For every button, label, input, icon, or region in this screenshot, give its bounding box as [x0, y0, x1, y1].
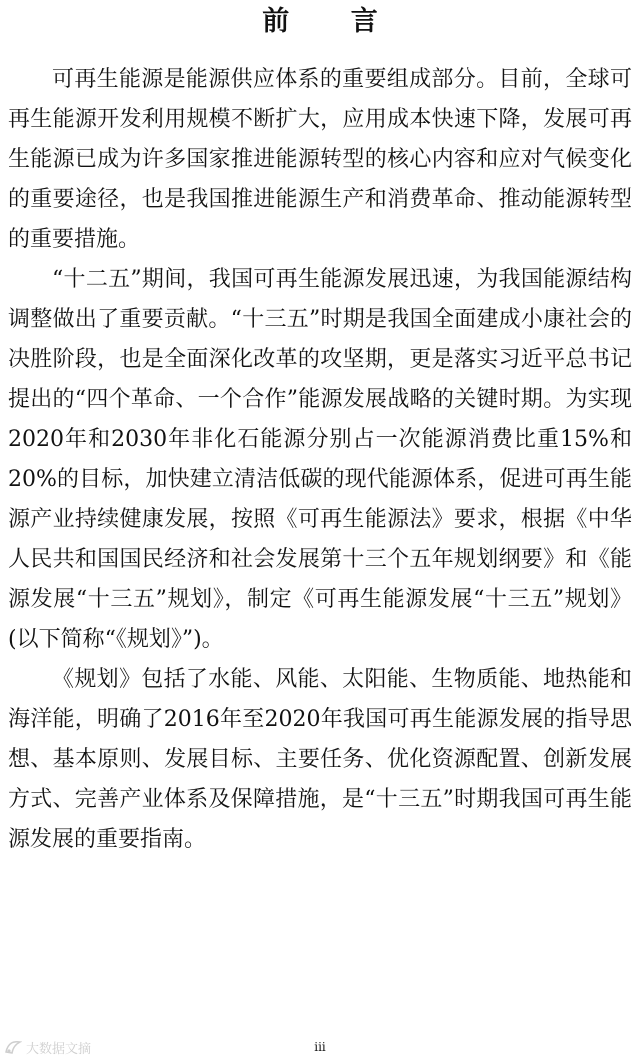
paragraph-background: “十二五”期间，我国可再生能源发展迅速，为我国能源结构调整做出了重要贡献。“十三五”时期是我国全面建成小康社会的决胜阶段，也是全面深化改革的攻坚期，更是落实习近平总书记提出的“四个革命、一个合作”能源发展战略的关键时期。为实现2020年和2030年非化石能源分别占一次能源消费比重15%和20%的目标，加快建立清洁低碳的现代能源体系，促进可再生能源产业持续健康发展，按照《可再生能源法》要求，根据《中华人民共和国国民经济和社会发展第十三个五年规划纲要》和《能源发展“十三五”规划》，制定《可再生能源发展“十三五”规划》(以下简称“《规划》”)。 [8, 267, 632, 652]
paragraph-intro: 可再生能源是能源供应体系的重要组成部分。目前，全球可再生能源开发利用规模不断扩大，应用成本快速下降，发展可再生能源已成为许多国家推进能源转型的核心内容和应对气候变化的重要途径，也是我国推进能源生产和消费革命、推动能源转型的重要措施。 [8, 67, 632, 252]
page-number: iii [314, 1040, 326, 1054]
watermark-text: 大数据文摘 [26, 1041, 92, 1057]
page-title: 前 言 [262, 6, 404, 37]
body-text [8, 60, 632, 860]
paragraph-scope: 《规划》包括了水能、风能、太阳能、生物质能、地热能和海洋能，明确了2016年至2020年我国可再生能源发展的指导思想、基本原则、发展目标、主要任务、优化资源配置、创新发展方式、完善产业体系及保障措施，是“十三五”时期我国可再生能源发展的重要指南。 [8, 667, 632, 852]
